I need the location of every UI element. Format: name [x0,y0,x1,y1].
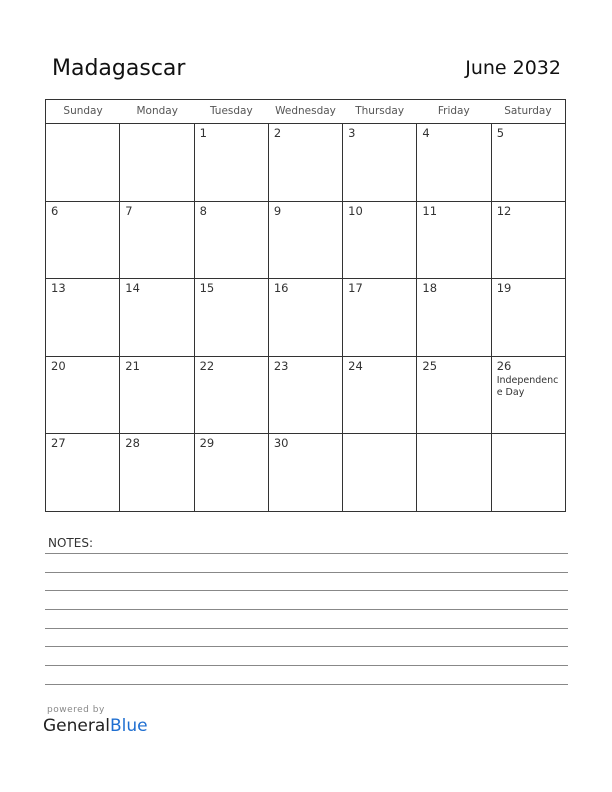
day-cell [269,357,343,434]
day-cell [269,202,343,279]
day-cell [120,202,194,279]
week-row-3 [46,279,565,357]
day-cell [343,357,417,434]
day-number: 1 [199,126,207,140]
day-number: 22 [199,358,215,373]
day-number: 27 [51,436,66,450]
day-cell [46,357,120,434]
day-cell [269,124,343,201]
day-cell [120,434,194,512]
day-number: 29 [199,436,215,450]
note-line [45,609,568,610]
week-row-2 [46,202,565,280]
calendar-grid [45,99,566,512]
weekday-saturday: Saturday [504,105,552,117]
holiday-label: Independence Day [496,374,559,398]
day-number: 30 [273,436,289,450]
note-line [45,572,568,573]
day-cell [417,434,491,512]
day-number: 20 [51,358,66,373]
country-title: Madagascar [52,56,186,81]
day-number: 16 [273,281,289,295]
day-number: 15 [199,281,215,295]
day-cell [343,434,417,512]
day-number: 9 [273,203,282,218]
day-cell [46,202,120,279]
day-cell [195,124,269,201]
day-number: 10 [348,203,363,218]
day-number: 18 [422,281,438,295]
week-row-1 [46,124,565,202]
weekday-sunday: Sunday [63,105,103,117]
day-cell [46,434,120,512]
day-number: 25 [422,358,438,373]
day-number: 11 [422,203,438,218]
day-cell [417,357,491,434]
day-cell [343,279,417,356]
day-number: 26 [496,358,512,373]
weekday-friday: Friday [437,105,470,117]
day-number: 3 [348,126,356,140]
day-number: 4 [422,126,430,140]
day-number: 24 [348,358,363,373]
day-cell [492,202,565,279]
day-cell [269,279,343,356]
day-cell [492,124,565,201]
note-line [45,628,568,629]
day-number: 19 [496,281,512,295]
note-line [45,646,568,647]
note-line [45,684,568,685]
day-cell [343,202,417,279]
day-cell [195,434,269,512]
day-cell [46,124,120,201]
day-cell [269,434,343,512]
note-line [45,590,568,591]
day-cell [417,202,491,279]
generalblue-logo[interactable] [43,716,148,736]
day-cell [120,357,194,434]
month-year-title: June 2032 [465,57,561,79]
day-cell [417,279,491,356]
day-cell [195,279,269,356]
note-line [45,665,568,666]
day-cell [46,279,120,356]
weekday-header-row [46,100,565,124]
day-number: 14 [125,281,140,295]
brand-general: General [43,716,110,736]
weekday-tuesday: Tuesday [209,105,253,117]
notes-label: NOTES: [48,536,93,550]
note-line [45,553,568,554]
day-cell [120,124,194,201]
day-number: 8 [199,203,207,218]
day-cell [195,357,269,434]
day-cell [492,434,565,512]
day-cell [492,279,565,356]
day-number: 13 [51,281,66,295]
day-number: 12 [496,203,512,218]
weekday-thursday: Thursday [355,105,405,117]
weekday-monday: Monday [136,105,178,117]
day-cell [120,279,194,356]
week-row-5 [46,434,565,512]
day-number: 6 [51,203,59,218]
day-cell [417,124,491,201]
day-number: 21 [125,358,140,373]
day-number: 5 [496,126,505,140]
day-cell [195,202,269,279]
day-number: 17 [348,281,363,295]
day-number: 7 [125,203,133,218]
day-number: 23 [273,358,289,373]
brand-blue: Blue [110,716,148,736]
powered-by-label: powered by [47,705,105,715]
day-number: 2 [273,126,282,140]
day-number: 28 [125,436,140,450]
week-row-4 [46,357,565,435]
weekday-wednesday: Wednesday [275,105,336,117]
day-cell [343,124,417,201]
day-cell [492,357,565,434]
